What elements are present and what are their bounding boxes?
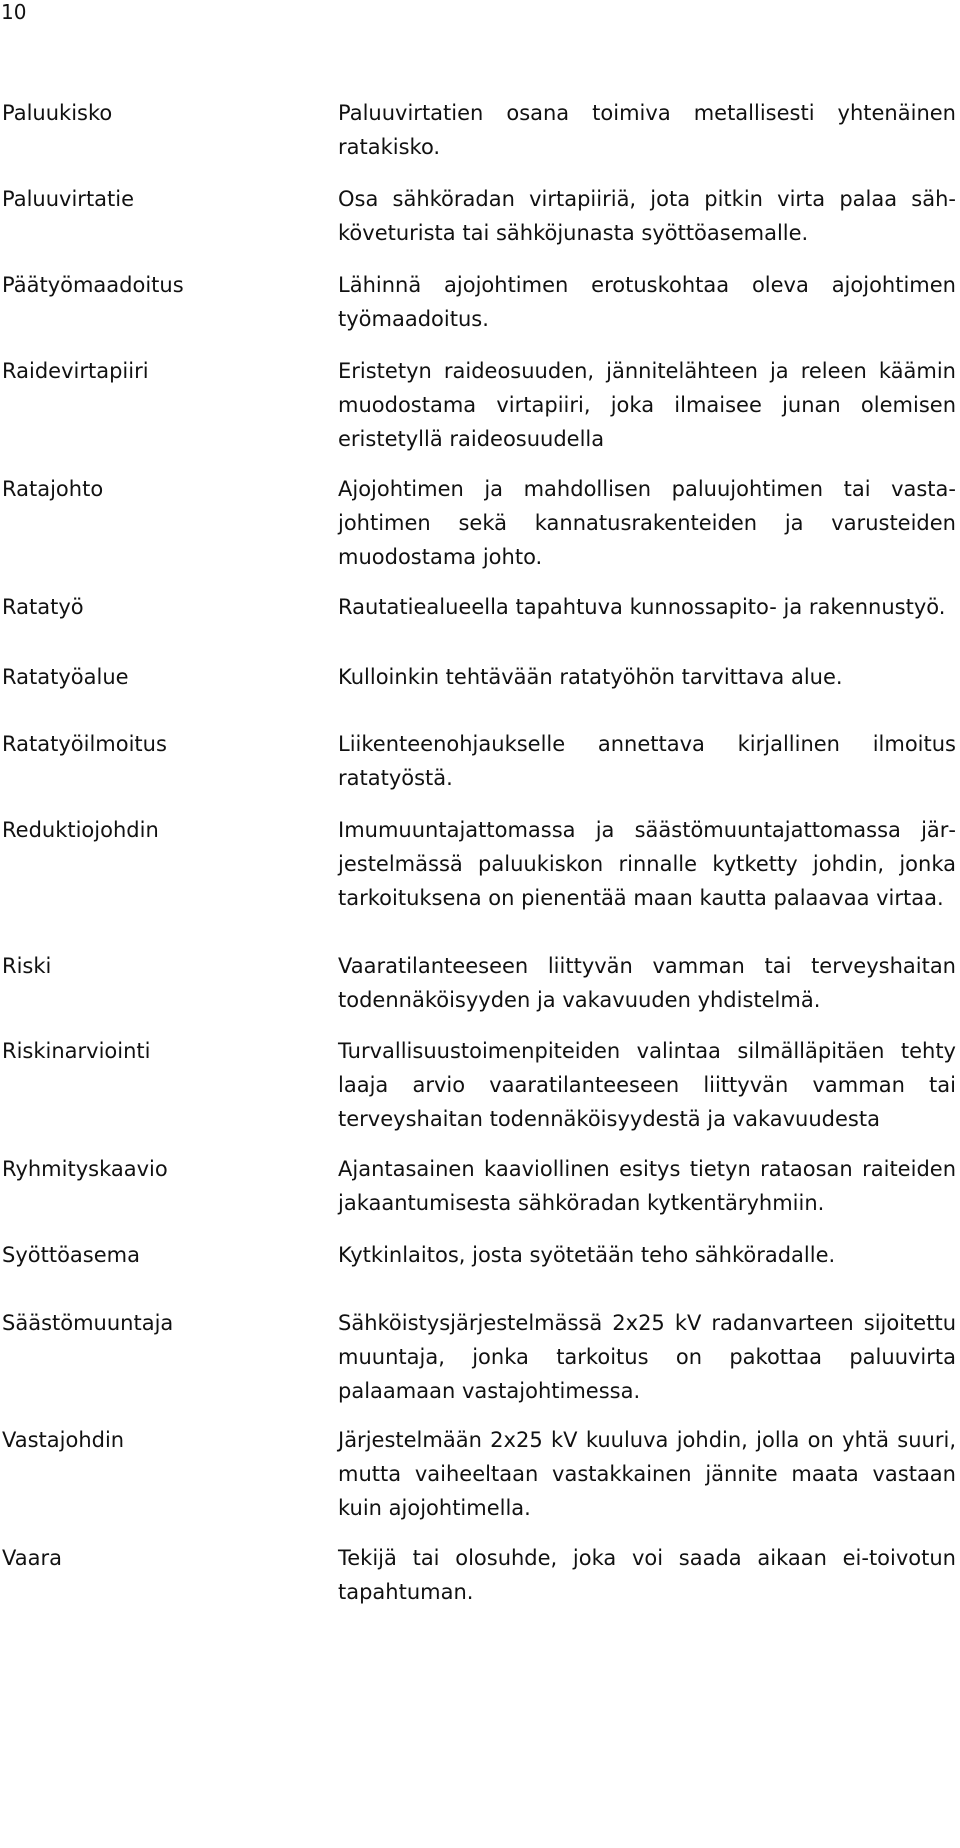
glossary-term: Paluuvirtatie <box>2 187 135 211</box>
glossary-definition: Järjestelmään 2x25 kV kuuluva johdin, jolla on yhtä suuri, mutta vaiheeltaan vastakkainen jännite maata vastaan kuin ajojohtimella. <box>338 1428 956 1520</box>
glossary-term: Ryhmityskaavio <box>2 1157 168 1181</box>
glossary-term: Raidevirtapiiri <box>2 359 149 383</box>
glossary-definition: Eristetyn raideosuuden, jännitelähteen ja releen käämin muodostama virtapiiri, joka ilmaisee junan olemisen eristetyllä raideosuudella <box>338 359 956 451</box>
glossary-definition: Osa sähköradan virtapiiriä, jota pitkin virta palaa sähköveturista tai sähköjunasta syöttöasemalle. <box>338 187 956 245</box>
glossary-definition: Turvallisuustoimenpiteiden valintaa silmälläpitäen tehty laaja arvio vaaratilanteeseen liittyvän vamman tai terveyshaitan todennäköisyydestä ja vakavuudesta <box>338 1039 956 1131</box>
glossary-definition: Lähinnä ajojohtimen erotuskohtaa oleva ajojohtimen työmaadoitus. <box>338 273 956 331</box>
page-number: 10 <box>1 0 27 24</box>
glossary-definition: Rautatiealueella tapahtuva kunnossapito- ja rakennustyö. <box>338 595 946 619</box>
glossary-definition: Kytkinlaitos, josta syötetään teho sähköradalle. <box>338 1243 836 1267</box>
glossary-term: Reduktiojohdin <box>2 818 159 842</box>
glossary-definition: Ajojohtimen ja mahdollisen paluujohtimen tai vastajohtimen sekä kannatusrakenteiden ja varusteiden muodostama johto. <box>338 477 956 569</box>
glossary-term: Vaara <box>2 1546 62 1570</box>
glossary-definition: Kulloinkin tehtävään ratatyöhön tarvittava alue. <box>338 665 843 689</box>
glossary-definition: Liikenteenohjaukselle annettava kirjallinen ilmoitus ratatyöstä. <box>338 732 956 790</box>
glossary-term: Ratatyö <box>2 595 84 619</box>
glossary-term: Ratatyöilmoitus <box>2 732 167 756</box>
glossary-term: Riski <box>2 954 52 978</box>
glossary-term: Riskinarviointi <box>2 1039 151 1063</box>
glossary-term: Päätyömaadoitus <box>2 273 184 297</box>
glossary-term: Vastajohdin <box>2 1428 125 1452</box>
glossary-term: Säästömuuntaja <box>2 1311 174 1335</box>
glossary-term: Ratatyöalue <box>2 665 129 689</box>
glossary-definition: Ajantasainen kaaviollinen esitys tietyn rataosan raiteiden jakaantumisesta sähköradan kytkentäryhmiin. <box>338 1157 956 1215</box>
glossary-definition: Sähköistysjärjestelmässä 2x25 kV radanvarteen sijoitettu muuntaja, jonka tarkoitus on pakottaa paluuvirta palaamaan vastajohtimessa. <box>338 1311 956 1403</box>
glossary-definition: Vaaratilanteeseen liittyvän vamman tai terveyshaitan todennäköisyyden ja vakavuuden yhdistelmä. <box>338 954 956 1012</box>
glossary-definition: Tekijä tai olosuhde, joka voi saada aikaan ei-toivotun tapahtuman. <box>338 1546 956 1604</box>
glossary-definition: Paluuvirtatien osana toimiva metallisesti yhtenäinen ratakisko. <box>338 101 956 159</box>
glossary-definition: Imumuuntajattomassa ja säästömuuntajattomassa järjestelmässä paluukiskon rinnalle kytketty johdin, jonka tarkoituksena on pienentää maan kautta palaavaa virtaa. <box>338 818 956 910</box>
glossary-term: Syöttöasema <box>2 1243 140 1267</box>
glossary-term: Paluukisko <box>2 101 113 125</box>
glossary-term: Ratajohto <box>2 477 104 501</box>
